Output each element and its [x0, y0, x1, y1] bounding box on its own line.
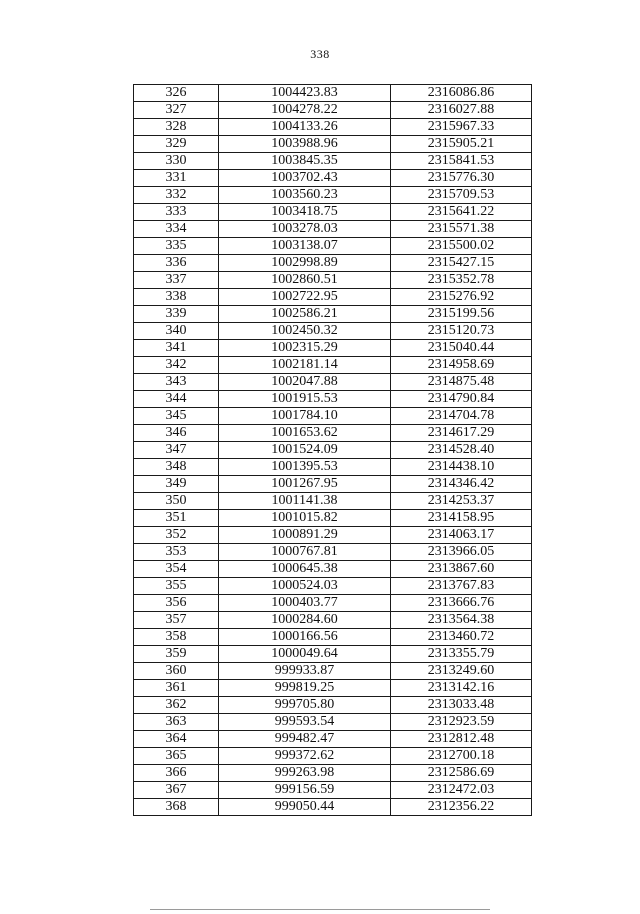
table-row [134, 221, 532, 238]
table-row [134, 697, 532, 714]
table-row [134, 442, 532, 459]
y-coordinate-cell: 2314253.37 [391, 493, 532, 510]
point-id-cell: 346 [134, 425, 219, 442]
y-coordinate-cell: 2312700.18 [391, 748, 532, 765]
y-coordinate-cell: 2316027.88 [391, 102, 532, 119]
table-row [134, 85, 532, 102]
x-coordinate-cell: 1001395.53 [219, 459, 391, 476]
point-id-cell: 365 [134, 748, 219, 765]
point-id-cell: 328 [134, 119, 219, 136]
table-row [134, 425, 532, 442]
point-id-cell: 366 [134, 765, 219, 782]
x-coordinate-cell: 1000767.81 [219, 544, 391, 561]
x-coordinate-cell: 999050.44 [219, 799, 391, 816]
x-coordinate-cell: 999482.47 [219, 731, 391, 748]
y-coordinate-cell: 2313767.83 [391, 578, 532, 595]
point-id-cell: 340 [134, 323, 219, 340]
point-id-cell: 359 [134, 646, 219, 663]
x-coordinate-cell: 1001915.53 [219, 391, 391, 408]
x-coordinate-cell: 1000403.77 [219, 595, 391, 612]
y-coordinate-cell: 2313460.72 [391, 629, 532, 646]
table-row [134, 748, 532, 765]
x-coordinate-cell: 1000284.60 [219, 612, 391, 629]
x-coordinate-cell: 1001267.95 [219, 476, 391, 493]
point-id-cell: 353 [134, 544, 219, 561]
table-row [134, 391, 532, 408]
y-coordinate-cell: 2315905.21 [391, 136, 532, 153]
table-row [134, 578, 532, 595]
point-id-cell: 367 [134, 782, 219, 799]
table-row [134, 663, 532, 680]
y-coordinate-cell: 2312586.69 [391, 765, 532, 782]
x-coordinate-cell: 1004423.83 [219, 85, 391, 102]
y-coordinate-cell: 2314958.69 [391, 357, 532, 374]
point-id-cell: 326 [134, 85, 219, 102]
point-id-cell: 342 [134, 357, 219, 374]
coordinate-table [133, 84, 532, 816]
point-id-cell: 360 [134, 663, 219, 680]
y-coordinate-cell: 2314158.95 [391, 510, 532, 527]
table-row [134, 255, 532, 272]
point-id-cell: 364 [134, 731, 219, 748]
table-row [134, 731, 532, 748]
table-row [134, 153, 532, 170]
page-number: 338 [310, 47, 330, 61]
table-row [134, 238, 532, 255]
point-id-cell: 344 [134, 391, 219, 408]
x-coordinate-cell: 1002998.89 [219, 255, 391, 272]
y-coordinate-cell: 2315120.73 [391, 323, 532, 340]
x-coordinate-cell: 999156.59 [219, 782, 391, 799]
y-coordinate-cell: 2312356.22 [391, 799, 532, 816]
table-row [134, 680, 532, 697]
x-coordinate-cell: 999372.62 [219, 748, 391, 765]
point-id-cell: 363 [134, 714, 219, 731]
x-coordinate-cell: 1003278.03 [219, 221, 391, 238]
table-row [134, 612, 532, 629]
point-id-cell: 352 [134, 527, 219, 544]
table-row [134, 714, 532, 731]
point-id-cell: 331 [134, 170, 219, 187]
point-id-cell: 333 [134, 204, 219, 221]
table-row [134, 459, 532, 476]
table-row [134, 510, 532, 527]
x-coordinate-cell: 999593.54 [219, 714, 391, 731]
x-coordinate-cell: 1004133.26 [219, 119, 391, 136]
table-row [134, 102, 532, 119]
point-id-cell: 348 [134, 459, 219, 476]
point-id-cell: 334 [134, 221, 219, 238]
table-row [134, 595, 532, 612]
table-row [134, 408, 532, 425]
x-coordinate-cell: 1001524.09 [219, 442, 391, 459]
point-id-cell: 343 [134, 374, 219, 391]
y-coordinate-cell: 2314704.78 [391, 408, 532, 425]
table-row [134, 765, 532, 782]
y-coordinate-cell: 2314438.10 [391, 459, 532, 476]
point-id-cell: 362 [134, 697, 219, 714]
point-id-cell: 329 [134, 136, 219, 153]
table-row [134, 629, 532, 646]
x-coordinate-cell: 1003845.35 [219, 153, 391, 170]
point-id-cell: 357 [134, 612, 219, 629]
x-coordinate-cell: 999933.87 [219, 663, 391, 680]
table-row [134, 340, 532, 357]
y-coordinate-cell: 2312923.59 [391, 714, 532, 731]
y-coordinate-cell: 2313033.48 [391, 697, 532, 714]
y-coordinate-cell: 2315776.30 [391, 170, 532, 187]
table-row [134, 799, 532, 816]
x-coordinate-cell: 1002722.95 [219, 289, 391, 306]
y-coordinate-cell: 2314528.40 [391, 442, 532, 459]
x-coordinate-cell: 999263.98 [219, 765, 391, 782]
table-row [134, 561, 532, 578]
x-coordinate-cell: 1003138.07 [219, 238, 391, 255]
table-row [134, 493, 532, 510]
x-coordinate-cell: 1002586.21 [219, 306, 391, 323]
table-row [134, 544, 532, 561]
point-id-cell: 337 [134, 272, 219, 289]
y-coordinate-cell: 2313867.60 [391, 561, 532, 578]
table-row [134, 170, 532, 187]
point-id-cell: 358 [134, 629, 219, 646]
point-id-cell: 351 [134, 510, 219, 527]
y-coordinate-cell: 2315571.38 [391, 221, 532, 238]
point-id-cell: 347 [134, 442, 219, 459]
point-id-cell: 350 [134, 493, 219, 510]
table-row [134, 204, 532, 221]
x-coordinate-cell: 1000524.03 [219, 578, 391, 595]
point-id-cell: 327 [134, 102, 219, 119]
x-coordinate-cell: 999705.80 [219, 697, 391, 714]
y-coordinate-cell: 2314617.29 [391, 425, 532, 442]
point-id-cell: 349 [134, 476, 219, 493]
y-coordinate-cell: 2313249.60 [391, 663, 532, 680]
x-coordinate-cell: 1003702.43 [219, 170, 391, 187]
point-id-cell: 355 [134, 578, 219, 595]
x-coordinate-cell: 1003418.75 [219, 204, 391, 221]
table-row [134, 527, 532, 544]
table-row [134, 374, 532, 391]
table-row [134, 357, 532, 374]
coordinate-table-body [134, 85, 532, 816]
bottom-divider [150, 909, 490, 910]
point-id-cell: 335 [134, 238, 219, 255]
y-coordinate-cell: 2313142.16 [391, 680, 532, 697]
point-id-cell: 356 [134, 595, 219, 612]
x-coordinate-cell: 1000049.64 [219, 646, 391, 663]
table-row [134, 136, 532, 153]
table-row [134, 476, 532, 493]
y-coordinate-cell: 2315427.15 [391, 255, 532, 272]
point-id-cell: 338 [134, 289, 219, 306]
y-coordinate-cell: 2312472.03 [391, 782, 532, 799]
table-row [134, 272, 532, 289]
table-row [134, 187, 532, 204]
y-coordinate-cell: 2315352.78 [391, 272, 532, 289]
point-id-cell: 336 [134, 255, 219, 272]
x-coordinate-cell: 1001141.38 [219, 493, 391, 510]
y-coordinate-cell: 2315276.92 [391, 289, 532, 306]
point-id-cell: 368 [134, 799, 219, 816]
table-row [134, 323, 532, 340]
point-id-cell: 332 [134, 187, 219, 204]
x-coordinate-cell: 1001653.62 [219, 425, 391, 442]
y-coordinate-cell: 2312812.48 [391, 731, 532, 748]
x-coordinate-cell: 1002315.29 [219, 340, 391, 357]
y-coordinate-cell: 2315500.02 [391, 238, 532, 255]
y-coordinate-cell: 2315841.53 [391, 153, 532, 170]
table-row [134, 289, 532, 306]
x-coordinate-cell: 1000891.29 [219, 527, 391, 544]
point-id-cell: 345 [134, 408, 219, 425]
y-coordinate-cell: 2314790.84 [391, 391, 532, 408]
x-coordinate-cell: 1000166.56 [219, 629, 391, 646]
x-coordinate-cell: 1002047.88 [219, 374, 391, 391]
table-row [134, 646, 532, 663]
x-coordinate-cell: 1003988.96 [219, 136, 391, 153]
point-id-cell: 361 [134, 680, 219, 697]
y-coordinate-cell: 2313966.05 [391, 544, 532, 561]
y-coordinate-cell: 2314063.17 [391, 527, 532, 544]
x-coordinate-cell: 1001015.82 [219, 510, 391, 527]
y-coordinate-cell: 2315709.53 [391, 187, 532, 204]
x-coordinate-cell: 1004278.22 [219, 102, 391, 119]
y-coordinate-cell: 2315641.22 [391, 204, 532, 221]
y-coordinate-cell: 2313355.79 [391, 646, 532, 663]
point-id-cell: 341 [134, 340, 219, 357]
y-coordinate-cell: 2314875.48 [391, 374, 532, 391]
point-id-cell: 330 [134, 153, 219, 170]
x-coordinate-cell: 1003560.23 [219, 187, 391, 204]
table-row [134, 119, 532, 136]
y-coordinate-cell: 2315199.56 [391, 306, 532, 323]
table-row [134, 306, 532, 323]
x-coordinate-cell: 999819.25 [219, 680, 391, 697]
point-id-cell: 339 [134, 306, 219, 323]
x-coordinate-cell: 1000645.38 [219, 561, 391, 578]
x-coordinate-cell: 1002181.14 [219, 357, 391, 374]
point-id-cell: 354 [134, 561, 219, 578]
x-coordinate-cell: 1002860.51 [219, 272, 391, 289]
y-coordinate-cell: 2316086.86 [391, 85, 532, 102]
x-coordinate-cell: 1002450.32 [219, 323, 391, 340]
y-coordinate-cell: 2315967.33 [391, 119, 532, 136]
y-coordinate-cell: 2313564.38 [391, 612, 532, 629]
y-coordinate-cell: 2314346.42 [391, 476, 532, 493]
y-coordinate-cell: 2313666.76 [391, 595, 532, 612]
table-row [134, 782, 532, 799]
x-coordinate-cell: 1001784.10 [219, 408, 391, 425]
y-coordinate-cell: 2315040.44 [391, 340, 532, 357]
